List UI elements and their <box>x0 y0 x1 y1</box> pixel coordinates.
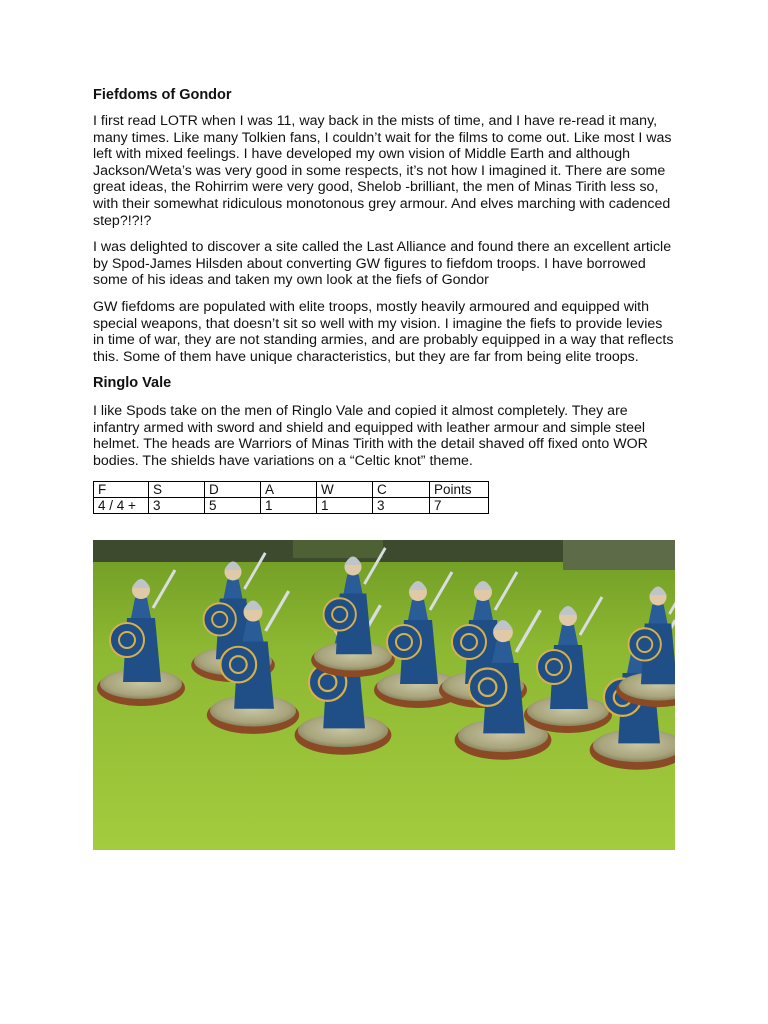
table-cell: 3 <box>373 498 430 514</box>
text-line: Jackson/Weta’s was very good in some respects, it’s not how I imagined it. There are some <box>93 162 666 179</box>
table-cell: 7 <box>430 498 489 514</box>
heading-ringlo-vale: Ringlo Vale <box>93 375 172 391</box>
text-line: in time of war, they are not standing armies, and are probably equipped in a way that reflects <box>93 332 674 349</box>
table-cell: 1 <box>317 498 373 514</box>
table-header-cell: D <box>205 482 261 498</box>
text-line: helmet. The heads are Warriors of Minas Tirith with the detail shaved off fixed onto WOR <box>93 436 648 453</box>
paragraph-last-alliance <box>93 239 671 289</box>
table-header-cell: S <box>149 482 205 498</box>
heading-fiefdoms: Fiefdoms of Gondor <box>93 87 232 103</box>
paragraph-gw-fiefdoms <box>93 299 673 365</box>
text-line: I like Spods take on the men of Ringlo Vale and copied it almost completely. They are <box>93 403 628 419</box>
text-line: bodies. The shields have variations on a “Celtic knot” theme. <box>93 452 473 469</box>
table-header-cell: F <box>94 482 149 498</box>
text-line: some of his ideas and taken my own look at the fiefs of Gondor <box>93 272 489 289</box>
table-header-cell: C <box>373 482 430 498</box>
text-line: step?!?!? <box>93 212 152 229</box>
table-header-cell: A <box>261 482 317 498</box>
text-line: by Spod-James Hilsden about converting GW figures to fiefdom troops. I have borrowed <box>93 255 646 272</box>
table-header-cell: Points <box>430 482 489 498</box>
table-row <box>94 498 489 514</box>
text-line: with their somewhat ridiculous monotonous grey armour. And elves marching with cadenced <box>93 195 671 212</box>
stats-table <box>93 481 489 514</box>
table-header-row <box>94 482 489 498</box>
miniatures-photo <box>93 540 675 850</box>
table-cell: 3 <box>149 498 205 514</box>
text-line: this. Some of them have unique characteristics, but they are far from being elite troops. <box>93 348 639 365</box>
ringlo-vale-miniatures-image <box>93 540 675 850</box>
text-line: I was delighted to discover a site called the Last Alliance and found there an excellent article <box>93 239 672 255</box>
table-header-cell: W <box>317 482 373 498</box>
text-line: left with mixed feelings. I have developed my own vision of Middle Earth and although <box>93 146 631 163</box>
text-line: many times. Like many Tolkien fans, I couldn’t wait for the films to come out. Like most I was <box>93 129 672 146</box>
text-line: special weapons, that doesn’t sit so well with my vision. I imagine the fiefs to provide levies <box>93 315 663 332</box>
text-line: infantry armed with sword and shield and equipped with leather armour and simple steel <box>93 419 646 436</box>
table-cell: 5 <box>205 498 261 514</box>
table-cell: 4 / 4 + <box>94 498 149 514</box>
text-line: great ideas, the Rohirrim were very good, Shelob -brilliant, the men of Minas Tirith less so, <box>93 179 659 196</box>
paragraph-intro <box>93 113 672 229</box>
paragraph-ringlo-vale <box>93 403 648 469</box>
table-cell: 1 <box>261 498 317 514</box>
text-line: I first read LOTR when I was 11, way back in the mists of time, and I have re-read it many, <box>93 113 658 129</box>
text-line: GW fiefdoms are populated with elite troops, mostly heavily armoured and equipped with <box>93 299 649 315</box>
